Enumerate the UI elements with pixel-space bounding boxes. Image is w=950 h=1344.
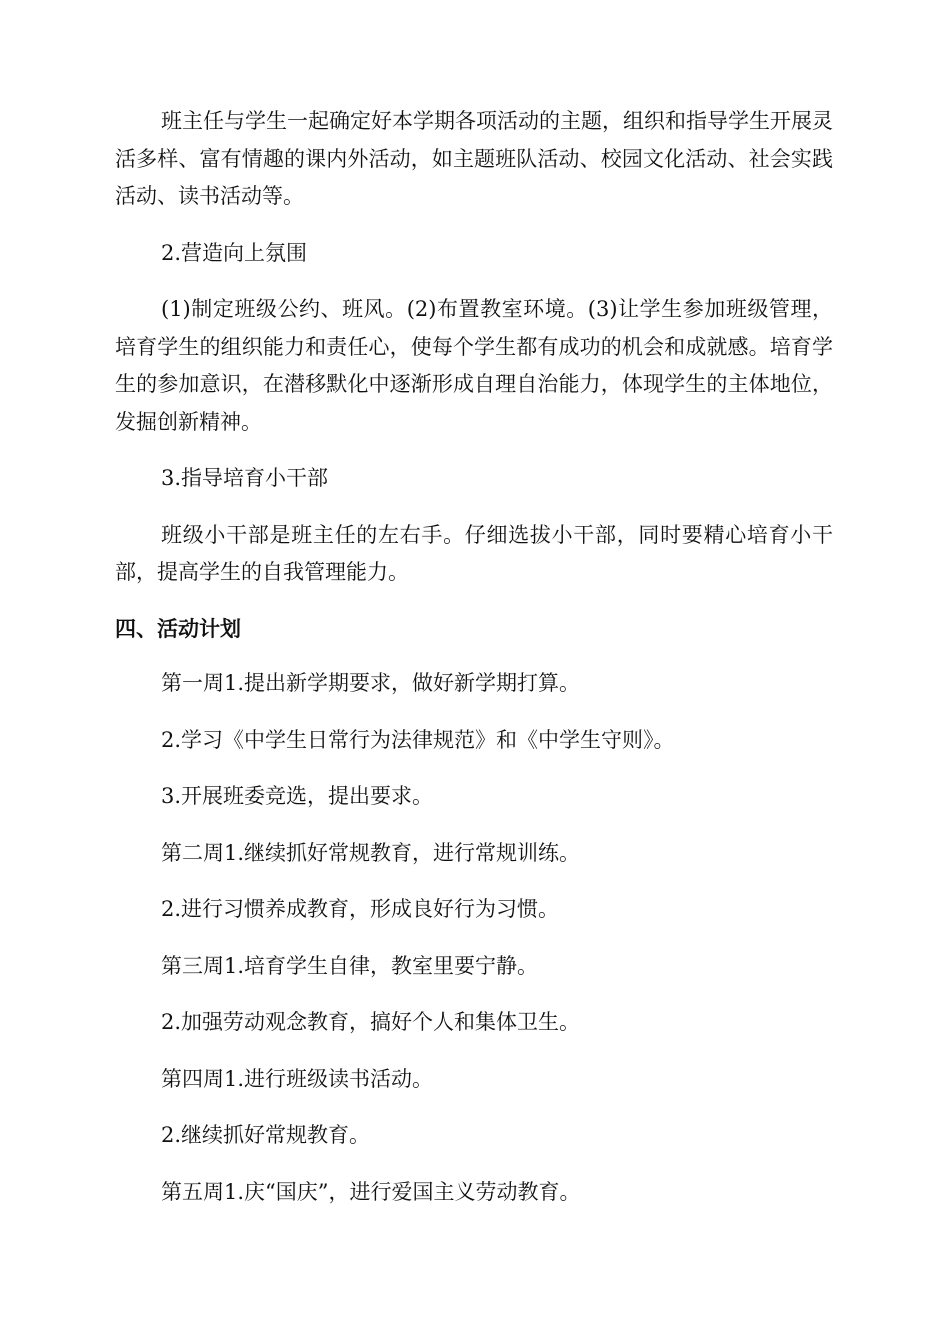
plan-item: 第四周1.进行班级读书活动。 xyxy=(161,1066,434,1091)
paragraph-atmosphere: (1)制定班级公约、班风。(2)布置教室环境。(3)让学生参加班级管理，培育学生的组织能力和责任心，使每个学生都有成功的机会和成就感。培育学生的参加意识，在潜移默化中逐渐形成自理自治能力，体现学生的主体地位，发掘创新精神。 xyxy=(115,297,833,434)
plan-item: 2.加强劳动观念教育，搞好个人和集体卫生。 xyxy=(161,1010,581,1034)
plan-item: 第三周1.培育学生自律，教室里要宁静。 xyxy=(161,953,539,978)
paragraph-activities-intro: 班主任与学生一起确定好本学期各项活动的主题，组织和指导学生开展灵活多样、富有情趣的课内外活动，如主题班队活动、校园文化活动、社会实践活动、读书活动等。 xyxy=(115,109,833,208)
plan-item: 2.继续抓好常规教育。 xyxy=(161,1123,371,1147)
plan-item: 2.进行习惯养成教育，形成良好行为习惯。 xyxy=(161,897,560,921)
plan-item: 第五周1.庆“国庆”，进行爱国主义劳动教育。 xyxy=(161,1179,581,1204)
subheading-cadres: 3.指导培育小干部 xyxy=(161,466,329,490)
plan-item: 第二周1.继续抓好常规教育，进行常规训练。 xyxy=(161,840,581,865)
subheading-atmosphere: 2.营造向上氛围 xyxy=(161,240,308,265)
paragraph-cadres: 班级小干部是班主任的左右手。仔细选拔小干部，同时要精心培育小干部，提高学生的自我管理能力。 xyxy=(115,522,833,584)
section-heading-activity-plan: 四、活动计划 xyxy=(115,616,241,641)
plan-item: 3.开展班委竞选，提出要求。 xyxy=(161,784,434,808)
plan-item: 2.学习《中学生日常行为法律规范》和《中学生守则》。 xyxy=(161,727,675,752)
plan-item: 第一周1.提出新学期要求，做好新学期打算。 xyxy=(161,671,581,695)
document-body xyxy=(115,103,833,1230)
